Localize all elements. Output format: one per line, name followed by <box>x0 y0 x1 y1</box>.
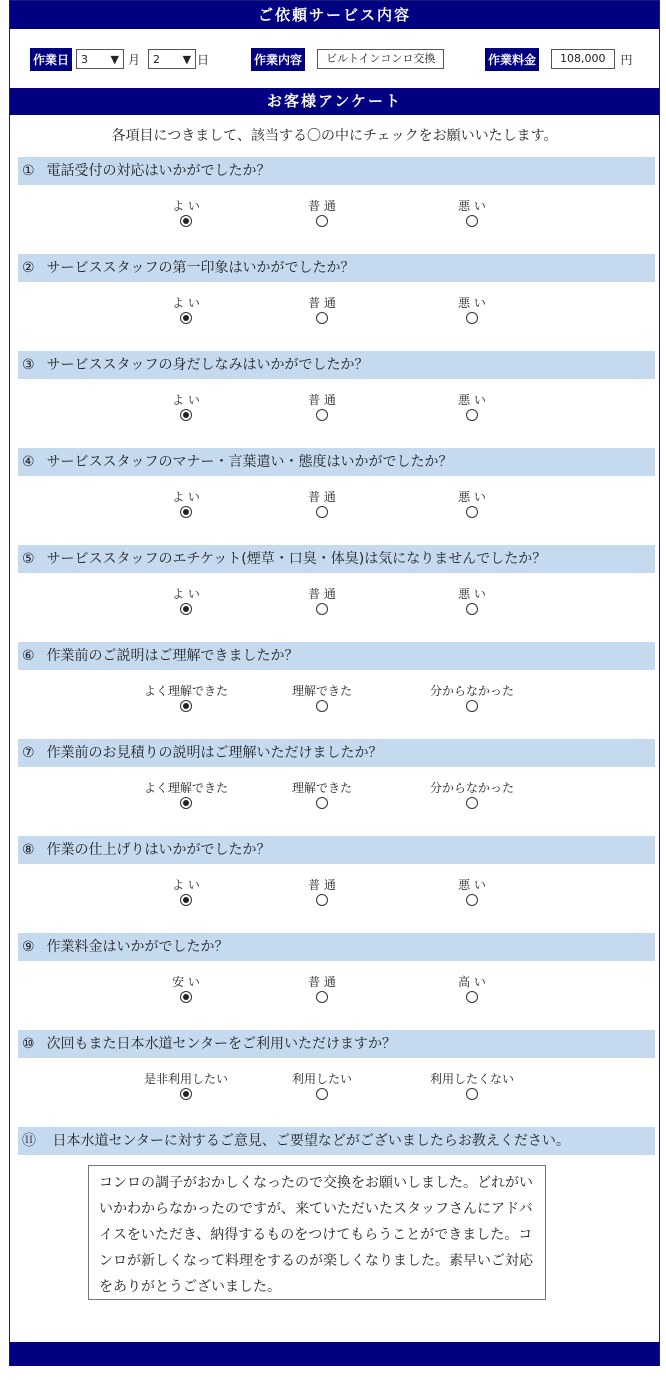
radio-button[interactable] <box>466 215 478 227</box>
question-8-option-3[interactable] <box>412 876 532 909</box>
question-11-heading <box>18 1127 655 1155</box>
question-6-heading <box>18 642 655 670</box>
month-select[interactable] <box>76 49 124 69</box>
radio-button[interactable] <box>466 894 478 906</box>
question-1-option-2[interactable] <box>262 197 382 230</box>
radio-button[interactable] <box>180 409 192 421</box>
question-1-heading <box>18 157 655 185</box>
question-text: 次回もまた日本水道センターをご利用いただけますか？ <box>46 1036 397 1052</box>
survey-intro: 各項目につきまして、該当する〇の中にチェックをお願いいたします。 <box>111 128 558 144</box>
option-label: よ い <box>172 199 200 213</box>
question-4-option-2[interactable] <box>262 488 382 521</box>
option-label: 悪 い <box>458 587 486 601</box>
question-number: ⑧ <box>22 842 35 858</box>
option-label: 分からなかった <box>429 684 514 698</box>
radio-button[interactable] <box>466 991 478 1003</box>
radio-button[interactable] <box>466 409 478 421</box>
option-label: 悪 い <box>458 296 486 310</box>
comment-textarea[interactable]: コンロの調子がおかしくなったので交換をお願いしました。どれがいいかわからなかったのですが、来ていただいたスタッフさんにアドバイスをいただき、納得するものをつけてもらうことができました。コンロが新しくなって料理をするのが楽しくなりました。素早いご対応をありがとうございました。 <box>88 1165 546 1300</box>
question-text: 日本水道センターに対するご意見、ご要望などがございましたらお教えください。 <box>52 1133 570 1149</box>
question-text: 作業料金はいかがでしたか？ <box>46 939 229 955</box>
work-fee-group <box>485 47 633 71</box>
question-1-option-3[interactable] <box>412 197 532 230</box>
question-9-heading <box>18 933 655 961</box>
question-8-heading <box>18 836 655 864</box>
option-label: 是非利用したい <box>143 1072 228 1086</box>
question-number: ⑩ <box>22 1036 35 1052</box>
option-label: よ い <box>172 587 200 601</box>
fee-unit: 円 <box>620 52 633 67</box>
work-fee-label: 作業料金 <box>485 48 539 71</box>
question-7-option-3[interactable] <box>412 779 532 812</box>
option-label: よ い <box>172 393 200 407</box>
footer-band <box>10 1342 659 1366</box>
question-4-option-1[interactable] <box>126 488 246 521</box>
question-text: サービススタッフの第一印象はいかがでしたか？ <box>46 260 355 276</box>
option-label: 利用したい <box>291 1072 352 1086</box>
question-7-option-2[interactable] <box>262 779 382 812</box>
month-unit: 月 <box>128 52 141 67</box>
radio-button[interactable] <box>466 797 478 809</box>
question-10-option-2[interactable] <box>262 1070 382 1103</box>
work-date-group <box>30 47 209 71</box>
option-label: 悪 い <box>458 393 486 407</box>
question-7-heading <box>18 739 655 767</box>
radio-button[interactable] <box>180 506 192 518</box>
question-number: ① <box>22 163 35 179</box>
option-label: 普 通 <box>308 975 336 989</box>
day-select[interactable] <box>148 49 196 69</box>
work-date-label: 作業日 <box>30 48 72 71</box>
question-2-option-3[interactable] <box>412 294 532 327</box>
question-10-heading <box>18 1030 655 1058</box>
radio-button[interactable] <box>180 700 192 712</box>
radio-button[interactable] <box>316 894 328 906</box>
question-number: ⑤ <box>22 551 35 567</box>
question-5-heading <box>18 545 655 573</box>
question-2-option-2[interactable] <box>262 294 382 327</box>
question-number: ② <box>22 260 35 276</box>
question-8-option-2[interactable] <box>262 876 382 909</box>
question-text: サービススタッフのマナー・言葉遣い・態度はいかがでしたか？ <box>46 454 453 470</box>
radio-button[interactable] <box>180 797 192 809</box>
radio-button[interactable] <box>316 1088 328 1100</box>
option-label: よ い <box>172 878 200 892</box>
question-number: ⑪ <box>22 1133 36 1149</box>
question-9-option-2[interactable] <box>262 973 382 1006</box>
radio-button[interactable] <box>316 312 328 324</box>
question-9-option-3[interactable] <box>412 973 532 1006</box>
question-3-option-3[interactable] <box>412 391 532 424</box>
work-content-group <box>251 47 444 71</box>
option-label: 安 い <box>172 975 200 989</box>
question-6-option-1[interactable] <box>126 682 246 715</box>
radio-button[interactable] <box>316 215 328 227</box>
question-10-option-1[interactable] <box>126 1070 246 1103</box>
work-content-field[interactable]: ビルトインコンロ交換 <box>317 49 444 69</box>
radio-button[interactable] <box>180 603 192 615</box>
question-5-option-2[interactable] <box>262 585 382 618</box>
question-1-option-1[interactable] <box>126 197 246 230</box>
radio-button[interactable] <box>316 409 328 421</box>
radio-button[interactable] <box>316 797 328 809</box>
option-label: 普 通 <box>308 199 336 213</box>
survey-header: お客様アンケート <box>10 88 659 115</box>
radio-button[interactable] <box>180 1088 192 1100</box>
radio-button[interactable] <box>466 1088 478 1100</box>
question-5-option-1[interactable] <box>126 585 246 618</box>
radio-button[interactable] <box>316 991 328 1003</box>
radio-button[interactable] <box>466 312 478 324</box>
option-label: 普 通 <box>308 296 336 310</box>
question-4-option-3[interactable] <box>412 488 532 521</box>
question-number: ⑦ <box>22 745 35 761</box>
option-label: 悪 い <box>458 199 486 213</box>
work-fee-field[interactable]: 108,000 <box>551 49 615 69</box>
option-label: 悪 い <box>458 878 486 892</box>
radio-button[interactable] <box>466 700 478 712</box>
option-label: 普 通 <box>308 587 336 601</box>
option-label: 利用したくない <box>429 1072 514 1086</box>
option-label: 分からなかった <box>429 781 514 795</box>
option-label: よく理解できた <box>143 684 228 698</box>
question-text: 作業前のお見積りの説明はご理解いただけましたか？ <box>46 745 383 761</box>
option-label: よく理解できた <box>143 781 228 795</box>
question-number: ⑨ <box>22 939 35 955</box>
question-7-option-1[interactable] <box>126 779 246 812</box>
month-value: 3 <box>81 52 89 66</box>
question-6-option-2[interactable] <box>262 682 382 715</box>
radio-button[interactable] <box>180 312 192 324</box>
radio-button[interactable] <box>316 603 328 615</box>
question-text: 電話受付の対応はいかがでしたか？ <box>46 163 271 179</box>
question-text: サービススタッフのエチケット(煙草・口臭・体臭)は気になりませんでしたか？ <box>46 551 547 567</box>
work-content-label: 作業内容 <box>251 48 305 71</box>
radio-button[interactable] <box>316 700 328 712</box>
question-9-option-1[interactable] <box>126 973 246 1006</box>
option-label: 普 通 <box>308 878 336 892</box>
radio-button[interactable] <box>180 991 192 1003</box>
option-label: 理解できた <box>291 781 352 795</box>
question-2-heading <box>18 254 655 282</box>
question-number: ⑥ <box>22 648 35 664</box>
day-unit: 日 <box>197 52 210 67</box>
question-2-option-1[interactable] <box>126 294 246 327</box>
radio-button[interactable] <box>180 894 192 906</box>
radio-button[interactable] <box>316 506 328 518</box>
question-5-option-3[interactable] <box>412 585 532 618</box>
chevron-down-icon: ▼ <box>110 52 120 66</box>
question-3-option-1[interactable] <box>126 391 246 424</box>
question-6-option-3[interactable] <box>412 682 532 715</box>
question-3-heading <box>18 351 655 379</box>
option-label: よ い <box>172 490 200 504</box>
radio-button[interactable] <box>466 603 478 615</box>
question-text: 作業前のご説明はご理解できましたか？ <box>46 648 299 664</box>
question-10-option-3[interactable] <box>412 1070 532 1103</box>
radio-button[interactable] <box>180 215 192 227</box>
question-8-option-1[interactable] <box>126 876 246 909</box>
question-number: ④ <box>22 454 35 470</box>
radio-button[interactable] <box>466 506 478 518</box>
option-label: よ い <box>172 296 200 310</box>
question-number: ③ <box>22 357 35 373</box>
question-text: サービススタッフの身だしなみはいかがでしたか？ <box>46 357 369 373</box>
question-4-heading <box>18 448 655 476</box>
survey-frame <box>9 0 660 1366</box>
service-header: ご依頼サービス内容 <box>10 1 659 29</box>
chevron-down-icon: ▼ <box>182 52 192 66</box>
option-label: 普 通 <box>308 393 336 407</box>
question-text: 作業の仕上げりはいかがでしたか？ <box>46 842 271 858</box>
question-3-option-2[interactable] <box>262 391 382 424</box>
option-label: 高 い <box>458 975 486 989</box>
option-label: 理解できた <box>291 684 352 698</box>
option-label: 悪 い <box>458 490 486 504</box>
day-value: 2 <box>153 52 161 66</box>
option-label: 普 通 <box>308 490 336 504</box>
